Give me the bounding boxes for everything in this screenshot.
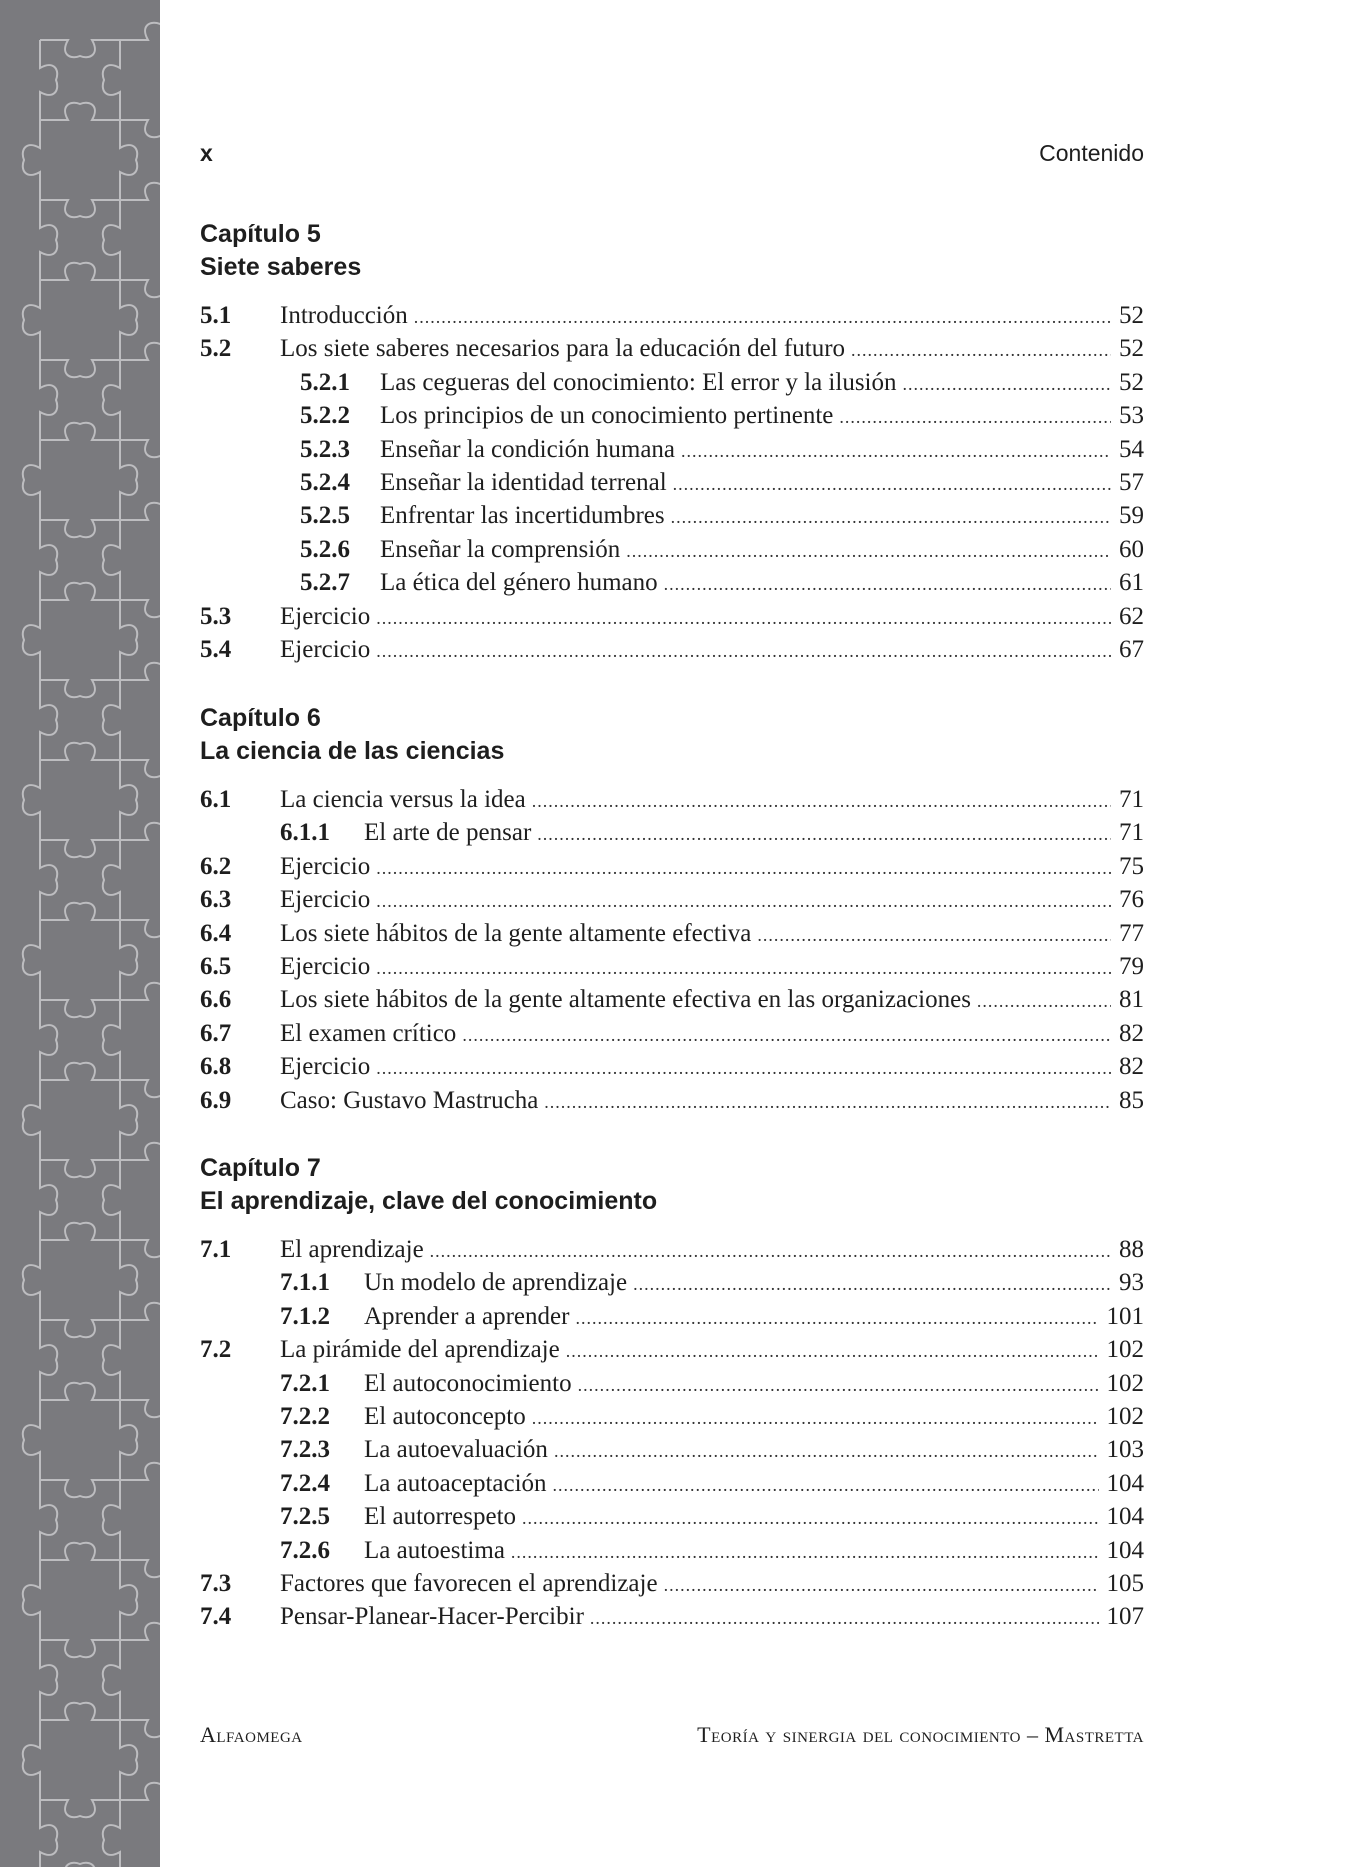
- entry-page-number: 53: [1119, 402, 1144, 430]
- entry-number: 7.2.3: [280, 1436, 330, 1464]
- toc-entry[interactable]: [200, 1053, 1144, 1086]
- page-number: x: [200, 140, 213, 166]
- entry-page-number: 71: [1119, 786, 1144, 813]
- dot-leader: [414, 307, 1111, 328]
- entry-title: La pirámide del aprendizaje: [280, 1336, 560, 1364]
- entry-page-number: 79: [1119, 952, 1144, 980]
- toc-entry[interactable]: [200, 1336, 1144, 1369]
- toc-list: [200, 302, 1144, 669]
- dot-leader: [673, 474, 1111, 495]
- chapter-label: Capítulo 6: [200, 704, 321, 732]
- dot-leader: [671, 507, 1111, 528]
- entry-page-number: 104: [1106, 1469, 1144, 1497]
- entry-number: 7.1: [200, 1236, 232, 1263]
- entry-page-number: 54: [1119, 435, 1144, 463]
- entry-title: Enseñar la comprensión: [380, 535, 621, 563]
- entry-page-number: 71: [1119, 819, 1144, 847]
- entry-title: Ejercicio: [280, 952, 371, 980]
- entry-number: 6.6: [200, 986, 232, 1014]
- entry-page-number: 102: [1106, 1402, 1144, 1430]
- entry-number: 7.2.4: [280, 1469, 330, 1497]
- entry-page-number: 57: [1119, 468, 1144, 496]
- entry-number: 7.2.1: [280, 1369, 330, 1397]
- entry-title: Ejercicio: [280, 886, 371, 914]
- entry-number: 5.3: [200, 602, 232, 630]
- entry-page-number: 102: [1106, 1336, 1144, 1364]
- dot-leader: [903, 374, 1112, 395]
- dot-leader: [626, 541, 1111, 562]
- toc-entry[interactable]: [200, 920, 1144, 953]
- toc-list: [200, 786, 1144, 1120]
- entry-page-number: 67: [1119, 635, 1144, 663]
- entry-title: Factores que favorecen el aprendizaje: [280, 1569, 658, 1597]
- entry-number: 7.2.6: [280, 1536, 330, 1564]
- entry-number: 5.2: [200, 335, 232, 363]
- entry-page-number: 101: [1106, 1302, 1144, 1330]
- chapter-title: El aprendizaje, clave del conocimiento: [200, 1187, 658, 1215]
- chapter-title: Siete saberes: [200, 253, 362, 281]
- toc-entry[interactable]: [200, 1503, 1144, 1536]
- chapter-title: La ciencia de las ciencias: [200, 737, 505, 765]
- toc-entry[interactable]: [200, 302, 1144, 335]
- dot-leader: [376, 858, 1111, 879]
- toc-entry[interactable]: [200, 1370, 1144, 1403]
- entry-page-number: 104: [1106, 1503, 1144, 1531]
- chapter-heading: [200, 1152, 1144, 1218]
- entry-title: La autoestima: [364, 1536, 505, 1564]
- entry-title: El arte de pensar: [364, 819, 532, 847]
- entry-number: 7.1.2: [280, 1302, 330, 1330]
- entry-title: Enseñar la condición humana: [380, 435, 676, 463]
- entry-page-number: 82: [1119, 1053, 1144, 1081]
- entry-page-number: 52: [1119, 302, 1144, 329]
- entry-page-number: 52: [1119, 335, 1144, 363]
- footer-publisher: Alfaomega: [200, 1722, 303, 1747]
- dot-leader: [376, 1058, 1111, 1079]
- entry-page-number: 75: [1119, 852, 1144, 880]
- entry-number: 5.2.7: [300, 569, 350, 597]
- dot-leader: [532, 791, 1111, 812]
- dot-leader: [511, 1542, 1099, 1563]
- entry-number: 7.4: [200, 1603, 232, 1631]
- toc-entry[interactable]: [200, 603, 1144, 636]
- entry-title: Los siete hábitos de la gente altamente efectiva en las organizaciones: [280, 986, 971, 1014]
- entry-title: Las cegueras del conocimiento: El error y la ilusión: [380, 368, 897, 396]
- toc-entry[interactable]: [200, 469, 1144, 502]
- chapter-7: [200, 1152, 1144, 1637]
- toc-entry[interactable]: [200, 502, 1144, 535]
- toc-entry[interactable]: [200, 1603, 1144, 1636]
- entry-number: 5.2.1: [300, 368, 350, 396]
- toc-entry[interactable]: [200, 1403, 1144, 1436]
- entry-number: 5.2.5: [300, 502, 350, 530]
- entry-number: 5.2.2: [300, 402, 350, 430]
- dot-leader: [376, 641, 1111, 662]
- entry-page-number: 105: [1106, 1569, 1144, 1597]
- entry-title: Un modelo de aprendizaje: [364, 1269, 628, 1297]
- dot-leader: [430, 1241, 1111, 1262]
- dot-leader: [590, 1608, 1099, 1629]
- entry-page-number: 104: [1106, 1536, 1144, 1564]
- entry-title: Pensar-Planear-Hacer-Percibir: [280, 1603, 584, 1631]
- entry-page-number: 52: [1119, 368, 1144, 396]
- toc-entry[interactable]: [200, 1470, 1144, 1503]
- entry-number: 6.8: [200, 1053, 232, 1081]
- entry-title: Ejercicio: [280, 602, 371, 630]
- toc-entry[interactable]: [200, 786, 1144, 819]
- entry-number: 6.5: [200, 952, 232, 980]
- dot-leader: [566, 1341, 1099, 1362]
- entry-page-number: 82: [1119, 1019, 1144, 1047]
- dot-leader: [977, 991, 1111, 1012]
- entry-number: 7.2.5: [280, 1503, 330, 1531]
- dot-leader: [522, 1508, 1098, 1529]
- entry-number: 5.2.3: [300, 435, 350, 463]
- entry-number: 6.1.1: [280, 819, 330, 847]
- toc-entry[interactable]: [200, 569, 1144, 602]
- dot-leader: [532, 1408, 1099, 1429]
- entry-number: 6.2: [200, 852, 232, 880]
- toc-entry[interactable]: [200, 1020, 1144, 1053]
- dot-leader: [376, 958, 1111, 979]
- entry-title: La ética del género humano: [380, 569, 658, 597]
- chapter-label: Capítulo 7: [200, 1154, 321, 1182]
- toc-entry[interactable]: [200, 536, 1144, 569]
- puzzle-outline: [23, 23, 160, 1867]
- entry-title: Introducción: [280, 302, 408, 329]
- toc-entry[interactable]: [200, 819, 1144, 852]
- chapter-heading: [200, 218, 1144, 284]
- entry-title: Ejercicio: [280, 635, 371, 663]
- dot-leader: [376, 891, 1111, 912]
- entry-page-number: 103: [1106, 1436, 1144, 1464]
- toc-entry[interactable]: [200, 402, 1144, 435]
- toc-entry[interactable]: [200, 335, 1144, 368]
- toc-entry[interactable]: [200, 886, 1144, 919]
- entry-title: Ejercicio: [280, 1053, 371, 1081]
- dot-leader: [633, 1274, 1111, 1295]
- entry-number: 7.2: [200, 1336, 232, 1364]
- toc-list: [200, 1236, 1144, 1637]
- dot-leader: [839, 407, 1111, 428]
- entry-number: 5.4: [200, 635, 232, 663]
- dot-leader: [664, 574, 1111, 595]
- dot-leader: [537, 824, 1111, 845]
- chapter-6: [200, 702, 1144, 1120]
- toc-entry[interactable]: [200, 1087, 1144, 1120]
- toc-entry[interactable]: [200, 1269, 1144, 1302]
- toc-entry[interactable]: [200, 1570, 1144, 1603]
- entry-number: 5.2.6: [300, 535, 350, 563]
- entry-number: 6.9: [200, 1086, 232, 1114]
- entry-title: Ejercicio: [280, 852, 371, 880]
- entry-title: El examen crítico: [280, 1019, 457, 1047]
- entry-number: 6.7: [200, 1019, 232, 1047]
- dot-leader: [575, 1308, 1098, 1329]
- dot-leader: [757, 925, 1111, 946]
- dot-leader: [462, 1025, 1111, 1046]
- toc-entry[interactable]: [200, 853, 1144, 886]
- entry-page-number: 60: [1119, 535, 1144, 563]
- entry-number: 5.1: [200, 302, 232, 329]
- entry-number: 7.1.1: [280, 1269, 330, 1297]
- puzzle-sidebar: [0, 0, 160, 1867]
- entry-page-number: 85: [1119, 1086, 1144, 1114]
- chapter-label: Capítulo 5: [200, 220, 321, 248]
- toc-entry[interactable]: [200, 369, 1144, 402]
- entry-page-number: 81: [1119, 986, 1144, 1014]
- entry-title: El autorrespeto: [364, 1503, 517, 1531]
- entry-title: Los siete saberes necesarios para la educación del futuro: [280, 335, 846, 363]
- dot-leader: [544, 1092, 1111, 1113]
- entry-title: La autoaceptación: [364, 1469, 547, 1497]
- entry-title: La autoevaluación: [364, 1436, 548, 1464]
- dot-leader: [851, 340, 1111, 361]
- footer-book-title: Teoría y sinergia del conocimiento – Mastretta: [697, 1722, 1144, 1747]
- entry-title: Los siete hábitos de la gente altamente efectiva: [280, 919, 752, 947]
- toc-entry[interactable]: [200, 1236, 1144, 1269]
- entry-page-number: 93: [1119, 1269, 1144, 1297]
- entry-page-number: 107: [1106, 1603, 1144, 1631]
- entry-title: La ciencia versus la idea: [280, 786, 526, 813]
- dot-leader: [578, 1375, 1099, 1396]
- toc-entry[interactable]: [200, 636, 1144, 669]
- entry-title: Enfrentar las incertidumbres: [380, 502, 665, 530]
- dot-leader: [681, 441, 1111, 462]
- entry-title: Caso: Gustavo Mastrucha: [280, 1086, 539, 1114]
- entry-page-number: 88: [1119, 1236, 1144, 1263]
- dot-leader: [553, 1475, 1099, 1496]
- entry-number: 5.2.4: [300, 468, 350, 496]
- entry-number: 6.3: [200, 886, 232, 914]
- entry-number: 7.2.2: [280, 1402, 330, 1430]
- dot-leader: [554, 1441, 1099, 1462]
- entry-number: 6.4: [200, 919, 232, 947]
- puzzle-pattern-icon: [0, 0, 160, 1867]
- entry-title: Enseñar la identidad terrenal: [380, 468, 667, 496]
- entry-title: El autoconcepto: [364, 1402, 526, 1430]
- entry-page-number: 76: [1119, 886, 1144, 914]
- entry-page-number: 102: [1106, 1369, 1144, 1397]
- entry-title: Aprender a aprender: [364, 1302, 570, 1330]
- toc-entry[interactable]: [200, 1436, 1144, 1469]
- entry-page-number: 62: [1119, 602, 1144, 630]
- entry-title: Los principios de un conocimiento pertinente: [380, 402, 834, 430]
- dot-leader: [376, 608, 1111, 629]
- entry-title: El autoconocimiento: [364, 1369, 572, 1397]
- entry-page-number: 77: [1119, 919, 1144, 947]
- chapter-5: [200, 218, 1144, 669]
- chapter-heading: [200, 702, 1144, 768]
- entry-number: 6.1: [200, 786, 232, 813]
- entry-title: El aprendizaje: [280, 1236, 424, 1263]
- running-head: Contenido: [1039, 140, 1144, 166]
- entry-number: 7.3: [200, 1569, 232, 1597]
- toc-entry[interactable]: [200, 986, 1144, 1019]
- dot-leader: [664, 1575, 1099, 1596]
- entry-page-number: 61: [1119, 569, 1144, 597]
- entry-page-number: 59: [1119, 502, 1144, 530]
- toc-entry[interactable]: [200, 953, 1144, 986]
- toc-entry[interactable]: [200, 1303, 1144, 1336]
- toc-entry[interactable]: [200, 436, 1144, 469]
- toc-entry[interactable]: [200, 1537, 1144, 1570]
